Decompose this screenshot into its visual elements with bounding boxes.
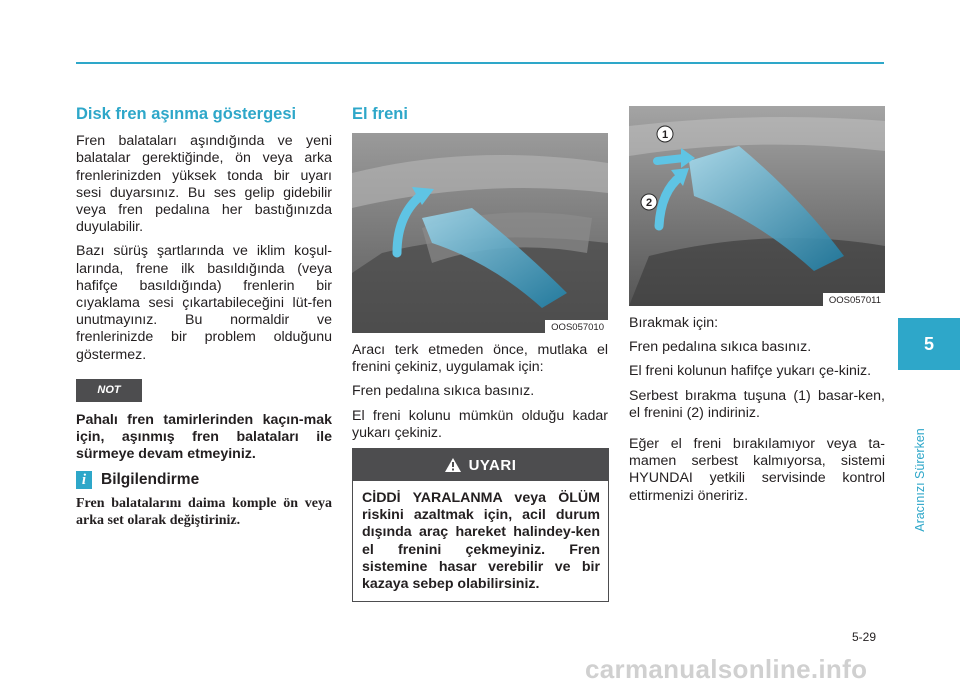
warning-box xyxy=(352,448,609,602)
info-title: Bilgilendirme xyxy=(101,471,200,489)
paragraph: Fren pedalına sıkıca basınız. xyxy=(352,383,535,400)
parking-brake-illustration xyxy=(352,133,608,333)
warning-triangle-icon xyxy=(445,458,461,472)
middle-column xyxy=(352,106,608,133)
note-badge: NOT xyxy=(76,379,142,402)
paragraph: Aracı terk etmeden önce, mutlaka el frenini çekiniz, uygulamak için: xyxy=(352,342,608,376)
paragraph: Serbest bırakma tuşuna (1) basar-ken, el frenini (2) indiriniz. xyxy=(629,387,885,421)
right-column xyxy=(629,315,885,512)
paragraph: El freni kolunun hafifçe yukarı çe-kiniz. xyxy=(629,363,872,380)
left-column xyxy=(76,106,332,536)
top-rule xyxy=(76,62,884,64)
section-heading: El freni xyxy=(352,105,408,123)
paragraph: Fren balataları aşındığında ve yeni balatalar gerektiğinde, ön veya arka frenlerinizden yüksek tonda bir uyarı sesi duyarsınız. Bu ses gelip gidebilir veya fren pedalına her bastığınızda duyulabilir. xyxy=(76,133,332,236)
page-number: 5-29 xyxy=(852,630,877,644)
paragraph: Bırakmak için: xyxy=(629,315,719,331)
info-text: Fren balatalarını daima komple ön veya arka set olarak değiştiriniz. xyxy=(76,495,332,528)
warning-header xyxy=(353,449,608,481)
warning-label: UYARI xyxy=(468,456,517,474)
paragraph: Bazı sürüş şartlarında ve iklim koşul-larında, frene ilk basıldığında (veya hafifçe basıldığında) frenlerin bir cıyaklama sesi çıkartabileceğini lüt-fen unutmayınız. Bu normaldir ve frenlerinizde bir problem olduğunu göstermez. xyxy=(76,243,332,363)
note-text: Pahalı fren tamirlerinden kaçın-mak için, aşınmış fren balataları ile sürmeye devam etmeyiniz. xyxy=(76,412,332,463)
info-header xyxy=(76,471,332,489)
section-heading: Disk fren aşınma göstergesi xyxy=(76,105,297,123)
warning-text: CİDDİ YARALANMA veya ÖLÜM riskini azaltmak için, acil durum dışında araç hareket halindey-ken el frenini çekmeyiniz. Fren sistemine hasar verebilir ve bir kazaya sebep olabilirsiniz. xyxy=(362,490,600,593)
brake-release-photo xyxy=(629,106,885,306)
photo-code: OOS057010 xyxy=(545,320,608,333)
brake-release-illustration xyxy=(629,106,885,306)
paragraph: Eğer el freni bırakılamıyor veya ta-mamen serbest kalmıyorsa, sistemi HYUNDAI yetkili servisinde kontrol ettirmenizi öneririz. xyxy=(629,436,885,504)
middle-text xyxy=(352,342,608,449)
paragraph: El freni kolunu mümkün olduğu kadar yukarı çekiniz. xyxy=(352,407,608,441)
photo-code: OOS057011 xyxy=(823,293,885,306)
callout-2: 2 xyxy=(645,197,653,209)
chapter-tab: 5 xyxy=(898,318,960,370)
chapter-label-text: Aracınızı Sürerken xyxy=(913,428,927,532)
callout-1: 1 xyxy=(661,129,669,141)
watermark: carmanualsonline.info xyxy=(585,654,868,684)
paragraph: Fren pedalına sıkıca basınız. xyxy=(629,339,812,356)
info-icon: i xyxy=(76,471,92,489)
parking-brake-photo xyxy=(352,133,608,333)
